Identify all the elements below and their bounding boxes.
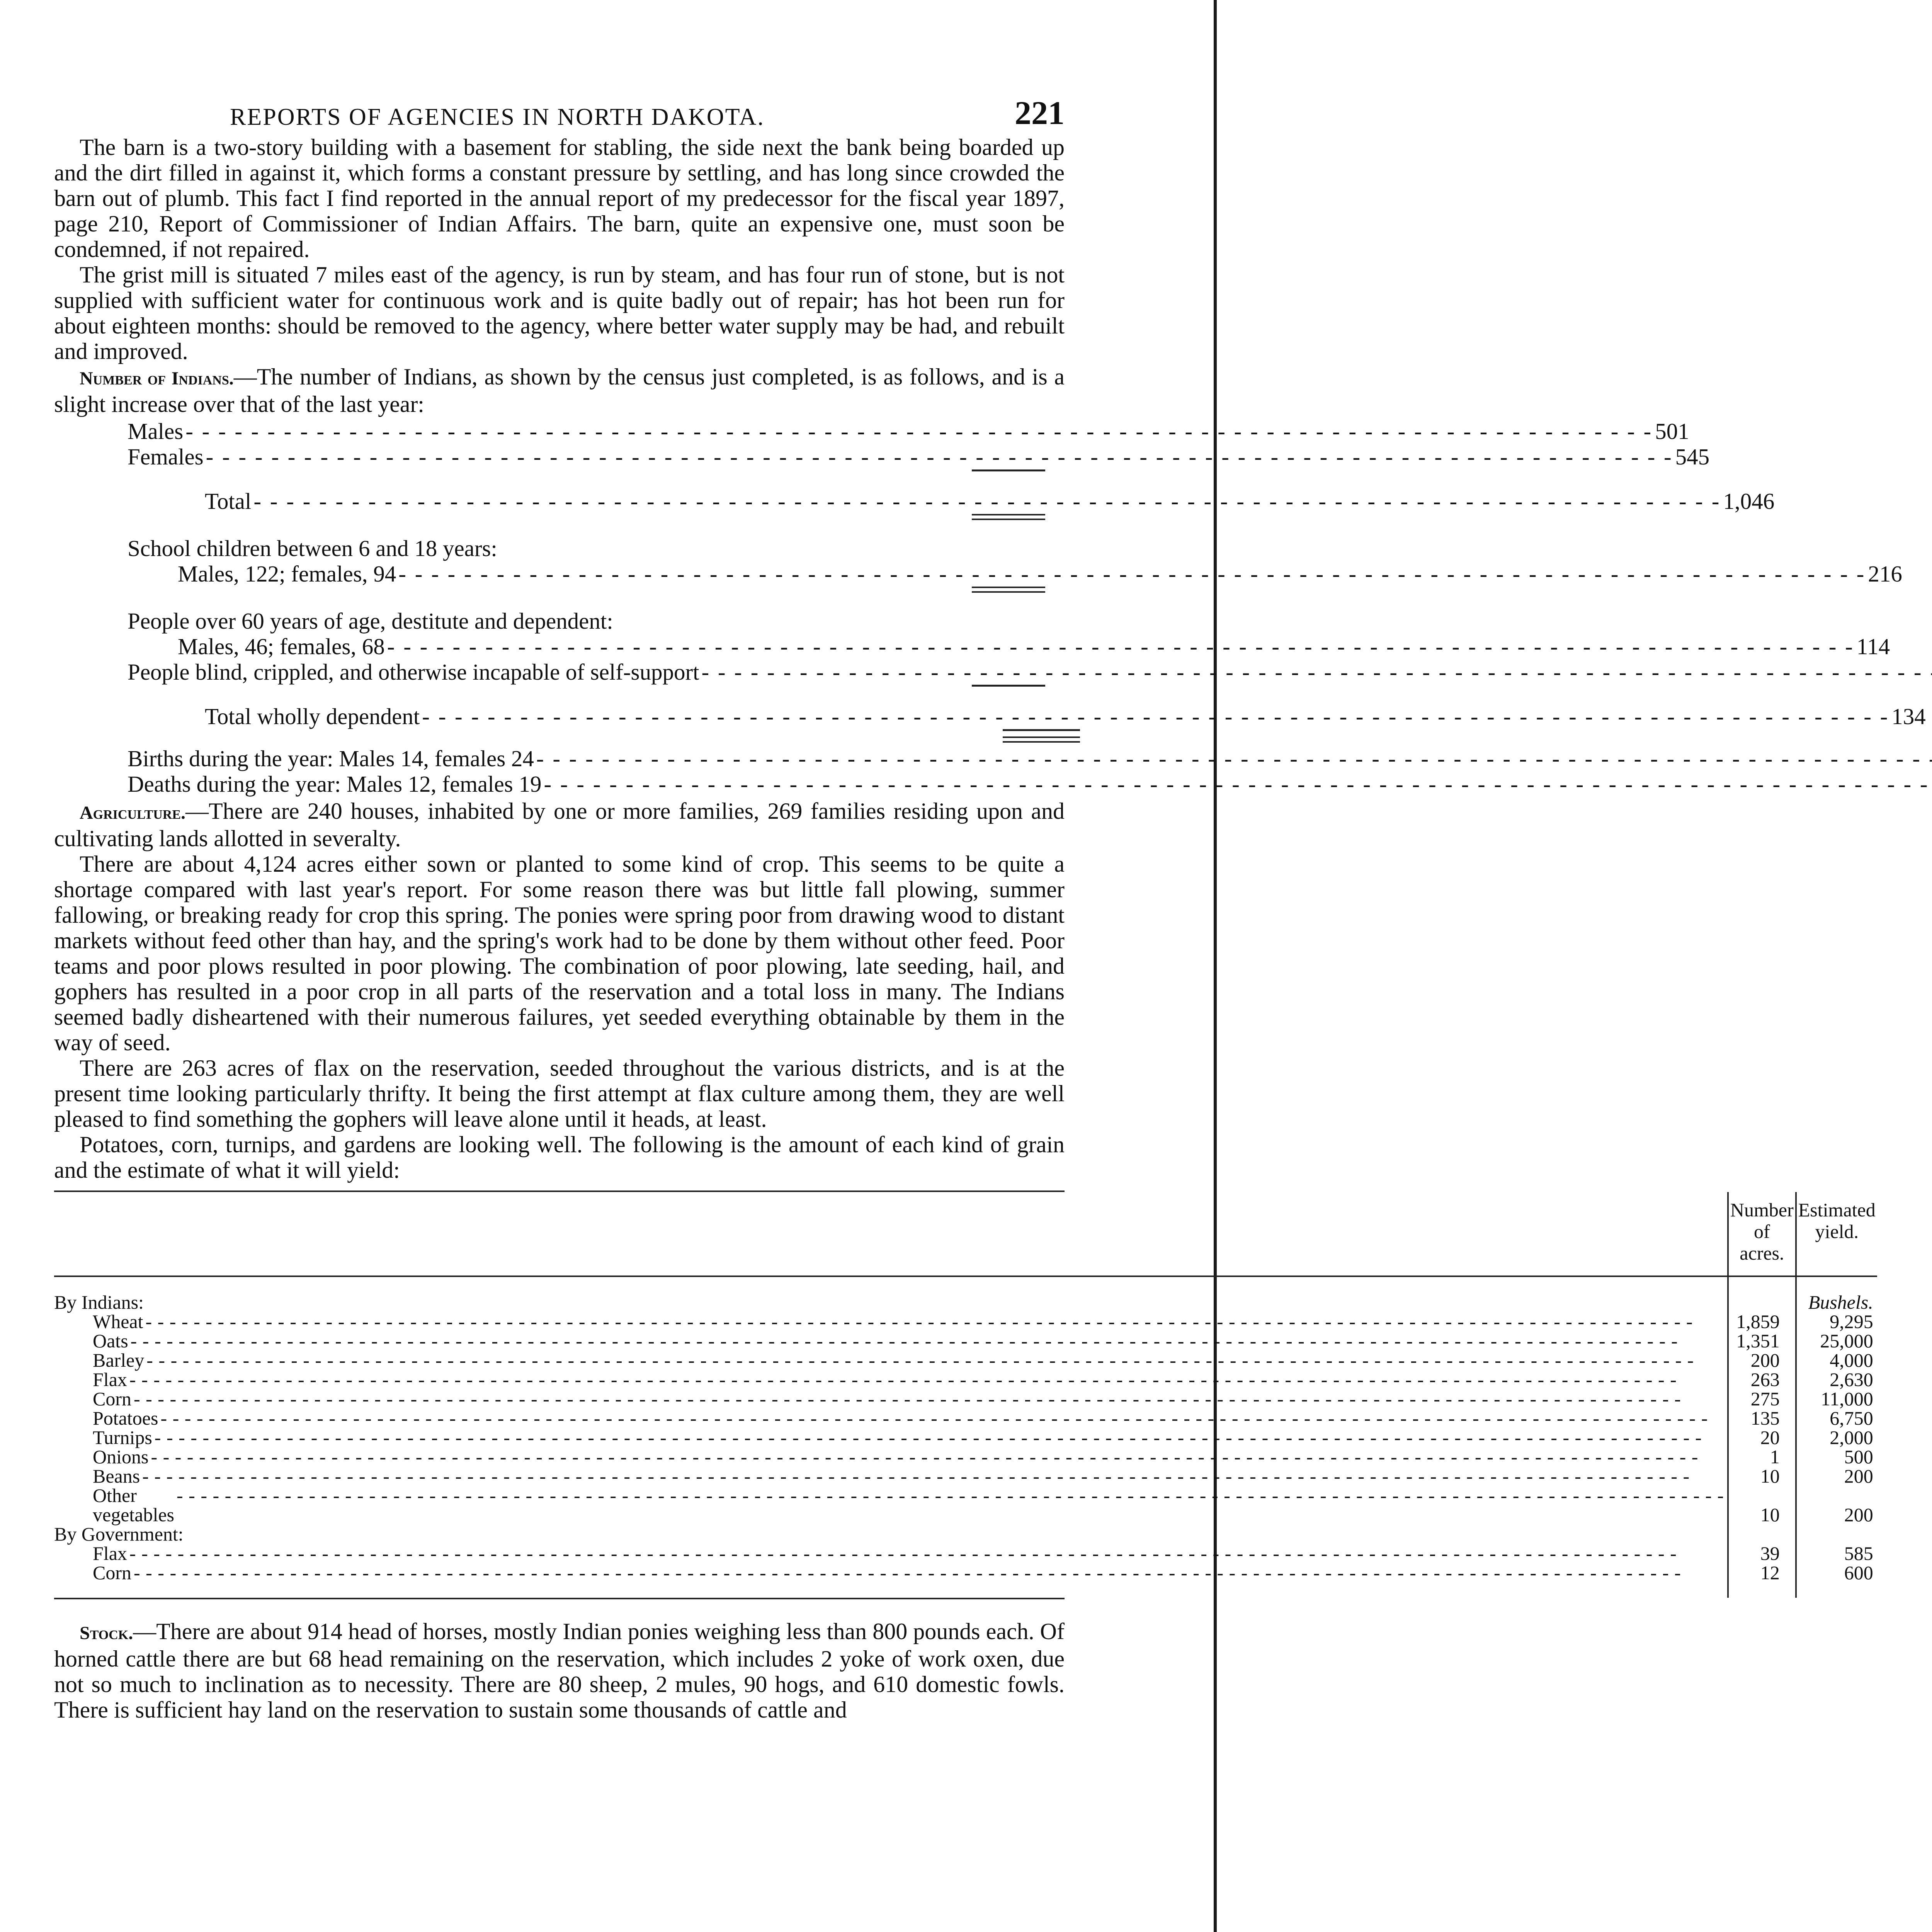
table-row: [54, 1544, 1877, 1563]
table-cell-empty: [1728, 1524, 1796, 1544]
crop-cell: [54, 1408, 1728, 1428]
page-header: [54, 89, 1065, 131]
table-cell-empty: [1728, 1582, 1796, 1598]
crop-cell: [54, 1486, 1728, 1524]
census-row-school: [178, 561, 1902, 587]
leader-dots: [422, 704, 1889, 729]
crop-name: Other vegetables: [93, 1485, 175, 1526]
table-row: [54, 1312, 1877, 1331]
table-row: [54, 1428, 1877, 1447]
table-row: [54, 1466, 1877, 1486]
leader-dots: [151, 1447, 1724, 1466]
yield-cell: 2,630: [1796, 1370, 1877, 1389]
paragraph-agriculture: [54, 798, 1065, 851]
census-label: Deaths during the year: Males 12, females 19: [128, 771, 542, 797]
table-row: [54, 1486, 1877, 1524]
sum-rule: [972, 685, 1045, 704]
crop-name: Beans: [93, 1465, 140, 1487]
side-head-agriculture: Agriculture.: [80, 803, 186, 823]
paragraph-grist-mill: The grist mill is situated 7 miles east of the agency, is run by steam, and has four run of stone, but is not supplied with sufficient water for continuous work and is quite badly out of repair; has hot been run for about eighteen months: should be removed to the agency, where better water supply may be had, and rebuilt and improved.: [54, 262, 1065, 364]
census-label: Births during the year: Males 14, females 24: [128, 746, 534, 771]
table-cell-empty: [1796, 1582, 1877, 1598]
crop-cell: [54, 1350, 1728, 1370]
yield-cell: 6,750: [1796, 1408, 1877, 1428]
table-row: [54, 1370, 1877, 1389]
double-rule: [972, 514, 1045, 520]
leader-dots: [142, 1466, 1724, 1486]
acres-cell: 275: [1728, 1389, 1796, 1408]
yield-cell: 500: [1796, 1447, 1877, 1466]
unit-label: Bushels.: [1796, 1276, 1877, 1312]
acres-cell: 135: [1728, 1408, 1796, 1428]
census-value: 501: [1655, 418, 1689, 444]
acres-cell: 10: [1728, 1466, 1796, 1486]
crop-name: Corn: [93, 1562, 131, 1583]
acres-cell: 1,351: [1728, 1331, 1796, 1350]
crop-cell: [54, 1428, 1728, 1447]
acres-cell: 10: [1728, 1486, 1796, 1524]
census-value: 1,046: [1723, 488, 1775, 514]
crop-name: Onions: [93, 1446, 149, 1468]
leader-dots: [387, 634, 1854, 659]
group-label: By Government:: [54, 1523, 184, 1545]
leader-dots: [160, 1408, 1724, 1428]
leader-dots: [134, 1389, 1724, 1408]
census-row-females: [128, 444, 1710, 469]
acres-cell: 263: [1728, 1370, 1796, 1389]
crop-cell: [54, 1544, 1728, 1563]
crop-cell: [54, 1563, 1728, 1582]
yield-cell: 600: [1796, 1563, 1877, 1582]
crop-name: Oats: [93, 1330, 128, 1352]
leader-dots: [206, 444, 1673, 469]
census-value: 545: [1675, 444, 1710, 469]
leader-dots: [544, 771, 1932, 797]
census-row-births: [128, 746, 1080, 771]
census-row-dependent: [205, 704, 1926, 729]
census-label: Total: [205, 488, 252, 514]
page-edge-border: [1214, 0, 1217, 1932]
acres-cell: 39: [1728, 1544, 1796, 1563]
crop-name: Turnips: [93, 1427, 152, 1448]
leader-dots: [146, 1350, 1724, 1370]
group-label: By Indians:: [54, 1291, 144, 1313]
table-row: [54, 1331, 1877, 1350]
paragraph-barn: The barn is a two-story building with a basement for stabling, the side next the bank being boarded up and the dirt filled in against it, which forms a constant pressure by settling, and has long since crowded the barn out of plumb. This fact I find reported in the annual report of my predecessor for the fiscal year 1897, page 210, Report of Commissioner of Indian Affairs. The barn, quite an expensive one, must soon be condemned, if not repaired.: [54, 134, 1065, 262]
leader-dots: [145, 1312, 1724, 1331]
grain-table: [54, 1190, 1876, 1599]
crop-cell: [54, 1312, 1728, 1331]
yield-cell: 200: [1796, 1486, 1877, 1524]
paragraph-acres: There are about 4,124 acres either sown or planted to some kind of crop. This seems to be quite a shortage compared with last year's report. For some reason there was but little fall plowing, summer fallowing, or breaking ready for crop this spring. The ponies were spring poor from drawing wood to distant markets without feed other than hay, and the spring's work had to be done by them without other feed. Poor teams and poor plows resulted in poor plowing. The combination of poor plowing, late seeding, hail, and gophers has resulted in a poor crop in all parts of the reservation and a total loss in many. The Indians seemed badly disheartened with their numerous failures, yet seeded everything obtainable by them in the way of seed.: [54, 851, 1065, 1055]
census-heading-school: School children between 6 and 18 years:: [128, 536, 497, 561]
number-of-indians-text: —The number of Indians, as shown by the census just completed, is as follows, and is a slight increase over that of the last year:: [54, 364, 1065, 417]
crop-name: Barley: [93, 1349, 145, 1371]
census-heading-over-60: People over 60 years of age, destitute and dependent:: [128, 608, 613, 634]
leader-dots: [177, 1486, 1724, 1505]
crop-name: Wheat: [93, 1311, 143, 1332]
table-cell-empty: [1796, 1524, 1877, 1544]
yield-cell: 2,000: [1796, 1428, 1877, 1447]
grain-table-body: [54, 1276, 1877, 1598]
crop-name: Corn: [93, 1388, 131, 1410]
census-value: 216: [1868, 561, 1902, 587]
yield-cell: 9,295: [1796, 1312, 1877, 1331]
paragraph-number-of-indians: [54, 364, 1065, 417]
leader-dots: [129, 1370, 1724, 1389]
double-rule: [972, 587, 1045, 593]
side-head-stock: Stock.: [80, 1623, 133, 1643]
table-row: [54, 1389, 1877, 1408]
acres-cell: 200: [1728, 1350, 1796, 1370]
table-row-spacer: [54, 1582, 1877, 1598]
column-header-acres: Number of acres.: [1728, 1192, 1796, 1276]
census-label: Males: [128, 418, 184, 444]
leader-dots: [134, 1563, 1724, 1582]
yield-cell: 585: [1796, 1544, 1877, 1563]
table-row: [54, 1350, 1877, 1370]
leader-dots: [253, 488, 1721, 514]
crop-name: Flax: [93, 1543, 127, 1564]
table-cell-empty: [54, 1582, 1728, 1598]
page-content: [54, 89, 1926, 1723]
acres-cell: 1,859: [1728, 1312, 1796, 1331]
census-statistics: [54, 418, 1926, 797]
census-row-deaths: [128, 771, 1080, 797]
census-label: Total wholly dependent: [205, 704, 420, 729]
running-head: REPORTS OF AGENCIES IN NORTH DAKOTA.: [230, 104, 765, 130]
crop-cell: [54, 1466, 1728, 1486]
census-value: 134: [1891, 704, 1926, 729]
paragraph-potatoes: Potatoes, corn, turnips, and gardens are looking well. The following is the amount of each kind of grain and the estimate of what it will yield:: [54, 1132, 1065, 1183]
paragraph-stock: [54, 1619, 1065, 1723]
leader-dots: [702, 659, 1932, 685]
table-row: [54, 1563, 1877, 1582]
crop-name: Potatoes: [93, 1407, 158, 1429]
leader-dots: [185, 418, 1653, 444]
crop-cell: [54, 1389, 1728, 1408]
column-header-yield: Estimated yield.: [1796, 1192, 1877, 1276]
side-head-number-of-indians: Number of Indians.: [80, 368, 234, 389]
census-label: People blind, crippled, and otherwise incapable of self-support: [128, 659, 699, 685]
census-label: Females: [128, 444, 204, 469]
leader-dots: [536, 746, 1932, 771]
census-row-males: [128, 418, 1689, 444]
sum-rule: [972, 469, 1045, 488]
census-value: 114: [1856, 634, 1890, 659]
yield-cell: 25,000: [1796, 1331, 1877, 1350]
crop-cell: [54, 1447, 1728, 1466]
grain-table-grid: [54, 1192, 1877, 1598]
leader-dots: [129, 1544, 1724, 1563]
yield-cell: 4,000: [1796, 1350, 1877, 1370]
crop-cell: [54, 1331, 1728, 1350]
paragraph-flax: There are 263 acres of flax on the reservation, seeded throughout the various districts, and is at the present time looking particularly thrifty. It being the first attempt at flax culture among them, they are well pleased to find something the gophers will leave alone until it heads, at least.: [54, 1055, 1065, 1132]
acres-cell: 20: [1728, 1428, 1796, 1447]
census-label: Males, 46; females, 68: [178, 634, 385, 659]
census-label: Males, 122; females, 94: [178, 561, 396, 587]
table-row: [54, 1447, 1877, 1466]
crop-name: Flax: [93, 1369, 127, 1390]
acres-cell: 12: [1728, 1563, 1796, 1582]
leader-dots: [398, 561, 1866, 587]
table-cell-empty: [1728, 1276, 1796, 1312]
stock-text: —There are about 914 head of horses, mostly Indian ponies weighing less than 800 pounds each. Of horned cattle there are but 68 head remaining on the reservation, which includes 2 yoke of work oxen, due not so much to inclination as to necessity. There are 80 sheep, 2 mules, 90 hogs, and 610 domestic fowls. There is sufficient hay land on the reservation to sustain some thousands of cattle and: [54, 1619, 1065, 1723]
table-row-group-indians: [54, 1276, 1877, 1312]
leader-dots: [155, 1428, 1724, 1447]
census-row-total: [205, 488, 1775, 514]
acres-cell: 1: [1728, 1447, 1796, 1466]
table-row-group-government: [54, 1524, 1877, 1544]
column-header-crop: [54, 1192, 1728, 1276]
grain-table-header: [54, 1192, 1877, 1276]
sum-rule: [1003, 729, 1080, 736]
yield-cell: 200: [1796, 1466, 1877, 1486]
crop-cell: [54, 1370, 1728, 1389]
page-number: 221: [1015, 94, 1065, 131]
leader-dots: [131, 1331, 1724, 1350]
census-row-over-60: [178, 634, 1890, 659]
yield-cell: 11,000: [1796, 1389, 1877, 1408]
census-row-blind: [128, 659, 1045, 685]
double-rule: [1003, 736, 1080, 743]
table-row: [54, 1408, 1877, 1428]
agriculture-text: —There are 240 houses, inhabited by one or more families, 269 families residing upon and cultivating lands allotted in severalty.: [54, 798, 1065, 851]
